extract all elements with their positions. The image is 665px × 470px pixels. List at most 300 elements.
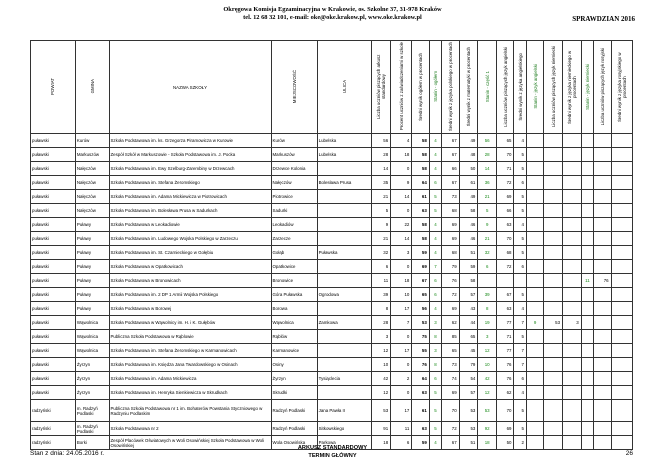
table-cell: 63 xyxy=(497,218,514,232)
table-cell: Publiczna Szkoła Podstawowa nr 1 im. Bohaterów Powstania Styczniowego w Radzyniu Podlaskim xyxy=(109,400,271,422)
column-header xyxy=(75,41,109,134)
table-cell xyxy=(526,232,543,246)
column-header-label: GMINA xyxy=(89,79,95,94)
table-cell: Szkoła Podstawowa im. Stefana Żeromskiego w Karmanowicach xyxy=(109,344,271,358)
table-cell xyxy=(594,246,611,260)
table-cell xyxy=(594,358,611,372)
table-cell xyxy=(544,134,563,148)
table-cell: 55 xyxy=(412,344,429,358)
table-cell: 62 xyxy=(497,386,514,400)
column-header-label: Liczba uczniów piszących język niemiecki xyxy=(550,45,556,127)
table-cell xyxy=(594,204,611,218)
table-cell: Szkoła Podstawowa im. Adama Mickiewicza xyxy=(109,372,271,386)
table-cell: 50 xyxy=(459,162,478,176)
table-cell: 7 xyxy=(429,260,441,274)
table-cell xyxy=(544,204,563,218)
table-cell: 58 xyxy=(459,204,478,218)
column-header-label: Liczba uczniów piszących język rosyjski xyxy=(599,47,605,126)
table-cell: Zamkowa xyxy=(317,316,372,330)
table-cell: 5 xyxy=(429,190,441,204)
table-cell: 79 xyxy=(459,358,478,372)
table-cell xyxy=(611,422,632,436)
table-cell: 69 xyxy=(442,302,459,316)
table-cell: 61 xyxy=(459,176,478,190)
table-cell xyxy=(544,422,563,436)
table-cell: 8 xyxy=(372,302,391,316)
table-cell: puławski xyxy=(31,316,76,330)
table-cell: Szkoła Podstawowa im. ks. Grzegorza Piramowicza w Kurowie xyxy=(109,134,271,148)
table-cell: 6 xyxy=(429,372,441,386)
table-cell xyxy=(526,288,543,302)
table-cell: 72 xyxy=(497,260,514,274)
table-cell xyxy=(581,190,593,204)
table-cell xyxy=(581,358,593,372)
table-cell: 73 xyxy=(442,358,459,372)
table-cell xyxy=(611,358,632,372)
table-cell xyxy=(594,260,611,274)
table-cell xyxy=(317,232,372,246)
table-cell: 5 xyxy=(429,422,441,436)
table-row xyxy=(31,372,633,386)
table-cell xyxy=(581,246,593,260)
table-cell: 4 xyxy=(429,162,441,176)
table-cell: 4 xyxy=(514,218,526,232)
table-cell: 70 xyxy=(442,400,459,422)
table-cell: 68 xyxy=(442,246,459,260)
table-cell xyxy=(478,274,497,288)
table-cell xyxy=(563,134,582,148)
table-cell xyxy=(544,274,563,288)
table-cell: 7 xyxy=(391,316,412,330)
table-cell: radzyński xyxy=(31,400,76,422)
table-cell xyxy=(563,274,582,288)
table-cell: puławski xyxy=(31,134,76,148)
table-row xyxy=(31,162,633,176)
table-cell: 92 xyxy=(478,422,497,436)
table-cell: 49 xyxy=(459,190,478,204)
table-cell xyxy=(317,260,372,274)
table-cell: 76 xyxy=(442,274,459,288)
table-cell: Nałęczów xyxy=(75,176,109,190)
table-cell: Markuszów xyxy=(271,148,317,162)
table-cell: puławski xyxy=(31,162,76,176)
table-cell xyxy=(526,386,543,400)
table-cell: 4 xyxy=(429,436,441,450)
table-cell: 63 xyxy=(412,386,429,400)
table-cell: puławski xyxy=(31,246,76,260)
table-cell: 5 xyxy=(514,422,526,436)
column-header-label: Stanin - język angielski xyxy=(532,64,538,109)
table-cell xyxy=(563,330,582,344)
table-cell: 57 xyxy=(459,386,478,400)
table-cell: Wąwolnica xyxy=(75,344,109,358)
table-row xyxy=(31,134,633,148)
table-cell: Leokadiów xyxy=(271,218,317,232)
table-cell: Szkoła Podstawowa im. Ewy Szelburg-Zarembiny w Drzewcach xyxy=(109,162,271,176)
table-cell: 57 xyxy=(459,288,478,302)
table-cell: 70 xyxy=(497,400,514,422)
footer-date: Stan z dnia: 24.05.2016 r. xyxy=(30,450,105,457)
table-cell: 4 xyxy=(514,134,526,148)
table-cell: 6 xyxy=(429,176,441,190)
table-cell: 71 xyxy=(497,162,514,176)
table-cell xyxy=(611,274,632,288)
table-cell xyxy=(611,372,632,386)
table-cell: 59 xyxy=(459,260,478,274)
table-cell xyxy=(594,316,611,330)
table-cell: Wąwolnica xyxy=(75,330,109,344)
table-cell: 12 xyxy=(478,344,497,358)
table-cell: 9 xyxy=(391,176,412,190)
table-cell xyxy=(563,246,582,260)
table-cell: 51 xyxy=(459,246,478,260)
table-cell: 61 xyxy=(412,190,429,204)
table-cell: 12 xyxy=(372,344,391,358)
table-cell: 6 xyxy=(391,436,412,450)
table-cell: puławski xyxy=(31,260,76,274)
table-cell: 17 xyxy=(391,400,412,422)
table-cell xyxy=(594,288,611,302)
table-cell xyxy=(526,246,543,260)
table-cell: Nałęczów xyxy=(75,190,109,204)
table-cell: 4 xyxy=(514,386,526,400)
table-cell: 69 xyxy=(442,218,459,232)
table-cell: Publiczna Szkoła Podstawowa w Rąblowie xyxy=(109,330,271,344)
table-cell: 72 xyxy=(442,288,459,302)
table-cell: 63 xyxy=(412,204,429,218)
column-header xyxy=(544,41,563,134)
table-cell: 28 xyxy=(372,316,391,330)
table-cell: Szkoła Podstawowa nr 2 xyxy=(109,422,271,436)
table-cell xyxy=(563,386,582,400)
table-cell xyxy=(594,218,611,232)
table-row xyxy=(31,204,633,218)
table-cell: Jana Pawła II xyxy=(317,400,372,422)
header-line-1: Okręgowa Komisja Egzaminacyjna w Krakowie, os. Szkolne 37, 31-978 Kraków xyxy=(223,6,442,13)
column-header xyxy=(412,41,429,134)
table-row xyxy=(31,400,633,422)
table-cell: 58 xyxy=(412,232,429,246)
table-cell: 74 xyxy=(442,372,459,386)
column-header xyxy=(271,41,317,134)
column-header-label: Średni wynik ogółem w procentach xyxy=(418,52,424,121)
table-cell xyxy=(594,148,611,162)
table-cell xyxy=(594,330,611,344)
exam-tag: SPRAWDZIAN 2016 xyxy=(572,15,635,23)
table-cell: 6 xyxy=(429,274,441,288)
table-cell: 76 xyxy=(594,274,611,288)
table-cell: Markuszów xyxy=(75,148,109,162)
table-cell: 36 xyxy=(478,176,497,190)
table-cell xyxy=(563,372,582,386)
column-header xyxy=(581,41,593,134)
column-header-label: Średni wynik z języka niemieckiego w procentach xyxy=(566,49,577,124)
table-row xyxy=(31,232,633,246)
table-cell xyxy=(563,260,582,274)
column-header-label: Liczba uczniów piszących język angielski xyxy=(502,46,508,127)
table-cell: 6 xyxy=(514,372,526,386)
document-header xyxy=(0,6,665,22)
table-cell xyxy=(611,232,632,246)
table-cell: Żyrzyn xyxy=(75,386,109,400)
table-cell: 69 xyxy=(412,260,429,274)
table-cell: 76 xyxy=(497,358,514,372)
table-cell: puławski xyxy=(31,302,76,316)
table-cell: 5 xyxy=(372,204,391,218)
table-cell: Szkoła Podstawowa w Opatkowicach xyxy=(109,260,271,274)
table-cell: 73 xyxy=(442,190,459,204)
table-cell: 91 xyxy=(372,422,391,436)
table-cell xyxy=(563,358,582,372)
column-header xyxy=(442,41,459,134)
table-cell: Radzyń Podlaski xyxy=(271,422,317,436)
table-cell: 28 xyxy=(372,148,391,162)
table-cell: Żyrzyn xyxy=(271,372,317,386)
column-header xyxy=(391,41,412,134)
column-header-label: Stanin - część 1 xyxy=(484,70,490,103)
table-cell xyxy=(563,400,582,422)
table-cell: 14 xyxy=(391,190,412,204)
table-cell: 11 xyxy=(581,274,593,288)
column-header xyxy=(563,41,582,134)
table-cell: 56 xyxy=(372,134,391,148)
table-row xyxy=(31,422,633,436)
footer-center xyxy=(0,444,665,460)
table-cell: 0 xyxy=(391,260,412,274)
column-header xyxy=(31,41,76,134)
column-header xyxy=(526,41,543,134)
table-cell xyxy=(581,400,593,422)
table-cell xyxy=(563,148,582,162)
column-header-label: NAZWA SZKOŁY xyxy=(173,84,207,90)
table-cell xyxy=(611,148,632,162)
table-cell xyxy=(317,190,372,204)
table-cell: 53 xyxy=(412,316,429,330)
table-cell: puławski xyxy=(31,204,76,218)
table-cell xyxy=(563,344,582,358)
table-cell: Piotrowice xyxy=(271,190,317,204)
table-cell: 5 xyxy=(514,204,526,218)
table-cell: 3 xyxy=(391,246,412,260)
table-cell: 11 xyxy=(391,422,412,436)
table-cell: puławski xyxy=(31,232,76,246)
table-cell: 5 xyxy=(514,400,526,422)
table-cell xyxy=(594,232,611,246)
table-cell xyxy=(594,386,611,400)
table-cell xyxy=(594,176,611,190)
table-cell: 4 xyxy=(429,302,441,316)
table-cell: Zespół Placówek Oświatowych w Woli Osowińskiej Szkoła Podstawowa w Woli Osowińskiej xyxy=(109,436,271,450)
table-cell xyxy=(317,162,372,176)
table-cell: Szkoła Podstawowa im. Bolesława Prusa w Sadurkach xyxy=(109,204,271,218)
column-header xyxy=(109,41,271,134)
table-cell xyxy=(563,422,582,436)
table-cell: Drzewce Kolonia xyxy=(271,162,317,176)
table-cell xyxy=(526,218,543,232)
table-cell: 61 xyxy=(412,400,429,422)
table-cell: puławski xyxy=(31,344,76,358)
table-cell xyxy=(544,386,563,400)
table-cell xyxy=(611,134,632,148)
table-cell: 5 xyxy=(514,246,526,260)
table-row xyxy=(31,330,633,344)
table-cell: 71 xyxy=(497,330,514,344)
table-cell xyxy=(317,274,372,288)
table-cell: 42 xyxy=(372,372,391,386)
table-cell: 5 xyxy=(514,190,526,204)
table-cell xyxy=(317,358,372,372)
table-row xyxy=(31,386,633,400)
table-cell: 6 xyxy=(478,260,497,274)
table-cell xyxy=(581,204,593,218)
table-cell: 2 xyxy=(514,436,526,450)
table-cell: Zespół Szkół w Markuszowie - Szkoła Podstawowa im. J. Pocka xyxy=(109,148,271,162)
table-row xyxy=(31,218,633,232)
table-cell: 59 xyxy=(412,436,429,450)
table-cell: 14 xyxy=(372,162,391,176)
table-cell: Sitkowskiego xyxy=(317,422,372,436)
column-header-label: POWIAT xyxy=(50,78,56,95)
table-cell: 5 xyxy=(429,204,441,218)
table-cell: Wąwolnica xyxy=(75,316,109,330)
table-cell: 8 xyxy=(429,330,441,344)
table-cell: 21 xyxy=(372,232,391,246)
table-row xyxy=(31,302,633,316)
table-cell: 9 xyxy=(372,218,391,232)
table-cell: 43 xyxy=(459,302,478,316)
table-cell: 4 xyxy=(391,134,412,148)
table-cell: 10 xyxy=(372,358,391,372)
table-cell xyxy=(581,260,593,274)
table-cell: 69 xyxy=(497,422,514,436)
table-cell: Lubelska xyxy=(317,134,372,148)
table-cell: 5 xyxy=(429,386,441,400)
table-cell: Zarzecze xyxy=(271,232,317,246)
table-cell xyxy=(611,162,632,176)
table-cell: Puławy xyxy=(75,288,109,302)
table-cell: 21 xyxy=(372,190,391,204)
table-cell xyxy=(544,148,563,162)
table-cell: 49 xyxy=(459,134,478,148)
table-cell: 69 xyxy=(497,190,514,204)
footer-center-line-2: TERMIN GŁÓWNY xyxy=(308,453,357,459)
table-cell: 85 xyxy=(442,330,459,344)
table-cell: Nałęczów xyxy=(271,176,317,190)
table-cell: 66 xyxy=(442,162,459,176)
table-cell: 32 xyxy=(478,246,497,260)
table-cell xyxy=(611,400,632,422)
table-cell: Sadurki xyxy=(271,204,317,218)
table-cell: Góra Puławska xyxy=(271,288,317,302)
table-cell xyxy=(317,386,372,400)
table-cell: Szkoła Podstawowa im. Stefana Żeromskiego xyxy=(109,176,271,190)
table-cell: Puławy xyxy=(75,232,109,246)
table-cell: 67 xyxy=(412,274,429,288)
table-cell: 5 xyxy=(478,204,497,218)
table-cell: 10 xyxy=(391,288,412,302)
table-cell: 0 xyxy=(391,162,412,176)
table-cell: Szkoła Podstawowa w Leokadiowie xyxy=(109,218,271,232)
table-cell xyxy=(317,218,372,232)
table-cell: 67 xyxy=(442,134,459,148)
table-cell: 4 xyxy=(514,302,526,316)
table-cell xyxy=(611,218,632,232)
table-cell xyxy=(581,218,593,232)
column-header-label: Średni wynik z matematyki w procentach xyxy=(466,46,471,127)
table-cell: Szkoła Podstawowa w Wąwolnicy im. H. i K. Gułębów xyxy=(109,316,271,330)
table-cell: 6 xyxy=(372,260,391,274)
table-cell: 4 xyxy=(429,148,441,162)
table-cell: m. Radzyń Podlaski xyxy=(75,422,109,436)
table-cell: 17 xyxy=(391,344,412,358)
table-row xyxy=(31,274,633,288)
table-cell xyxy=(526,176,543,190)
table-cell: 12 xyxy=(478,386,497,400)
table-cell: 0 xyxy=(391,386,412,400)
table-cell xyxy=(611,204,632,218)
table-cell: Puławska xyxy=(317,246,372,260)
table-cell: m. Radzyń Podlaski xyxy=(75,400,109,422)
table-cell: 58 xyxy=(412,134,429,148)
table-cell: 3 xyxy=(372,330,391,344)
table-cell: 50 xyxy=(497,436,514,450)
table-cell xyxy=(526,134,543,148)
table-cell xyxy=(581,148,593,162)
table-cell: 32 xyxy=(372,246,391,260)
table-cell: 54 xyxy=(459,372,478,386)
table-cell: 3 xyxy=(563,316,582,330)
table-cell: 72 xyxy=(442,422,459,436)
footer-center-line-1: ARKUSZ STANDARDOWY xyxy=(297,445,368,451)
table-cell: 64 xyxy=(412,372,429,386)
table-cell: Wąwolnica xyxy=(271,316,317,330)
table-cell: 5 xyxy=(514,148,526,162)
table-cell: Rąblów xyxy=(271,330,317,344)
table-cell: 56 xyxy=(412,302,429,316)
table-cell: 4 xyxy=(429,218,441,232)
table-cell: 39 xyxy=(478,288,497,302)
table-cell: Tysiąclecia xyxy=(317,372,372,386)
table-cell: puławski xyxy=(31,218,76,232)
table-row xyxy=(31,190,633,204)
table-cell: 75 xyxy=(412,330,429,344)
table-cell: puławski xyxy=(31,386,76,400)
table-cell xyxy=(611,344,632,358)
table-cell: 64 xyxy=(412,176,429,190)
table-cell xyxy=(317,330,372,344)
table-cell xyxy=(581,134,593,148)
table-cell xyxy=(581,344,593,358)
table-cell: Szkoła Podstawowa w Bronowicach xyxy=(109,274,271,288)
table-cell xyxy=(581,372,593,386)
table-cell: 53 xyxy=(372,400,391,422)
table-cell: 22 xyxy=(391,218,412,232)
table-cell xyxy=(526,372,543,386)
table-cell xyxy=(611,302,632,316)
table-cell: Bolesława Prusa xyxy=(317,176,372,190)
table-cell: 62 xyxy=(442,316,459,330)
table-cell: Szkoła Podstawowa im. 2 DP 1 Armii Wojska Polskiego xyxy=(109,288,271,302)
table-cell: 65 xyxy=(459,330,478,344)
table-cell: 70 xyxy=(497,232,514,246)
table-cell: Skrudki xyxy=(271,386,317,400)
table-cell xyxy=(581,316,593,330)
table-cell xyxy=(581,176,593,190)
table-cell xyxy=(544,372,563,386)
table-cell: 18 xyxy=(478,436,497,450)
table-cell: Żyrzyn xyxy=(75,372,109,386)
table-cell: 5 xyxy=(514,330,526,344)
